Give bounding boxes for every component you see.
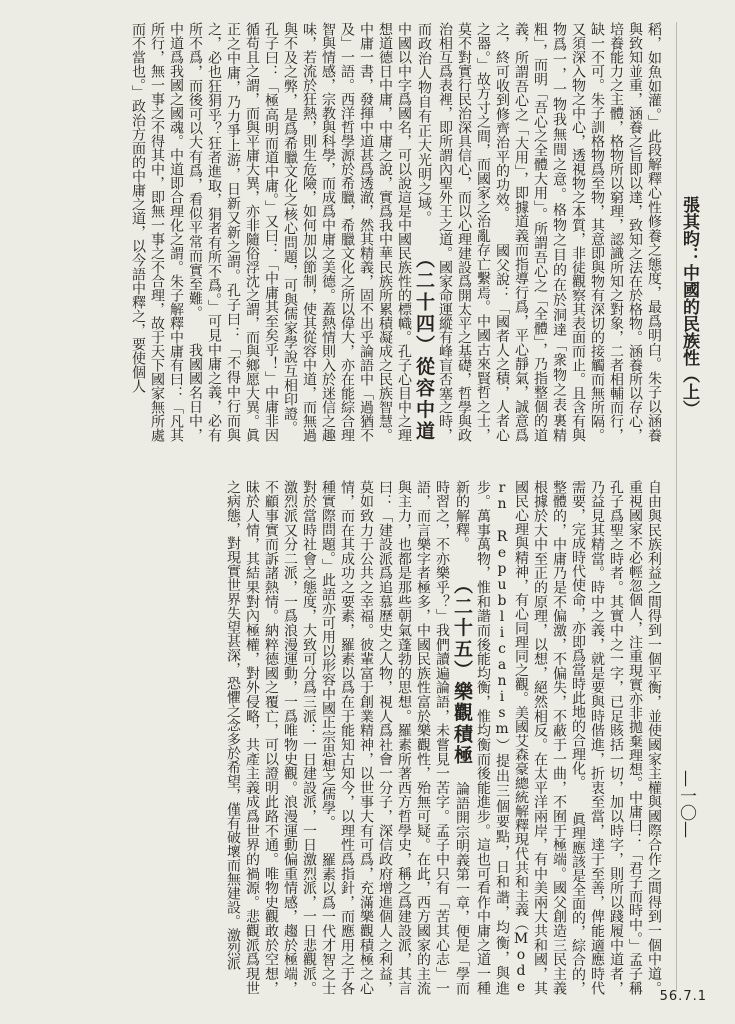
running-header: 張其昀：中國的民族性（上） <box>679 196 699 417</box>
issue-date: 56.7.1 <box>659 989 707 1004</box>
paragraph: 自由與民族利益之間得到一個平衡，並使國家主權與國際合作之間得到一個中道。重視國家不必輕忽個人，注重現實亦非拋棄理想。中庸曰：「君子而時中。」孟子稱孔子爲聖之時者。其實中之一字，已足賅括一切，加以時字，則所以踐履中道者，乃益見其精當。時中之義，就是要與時偕進，折衷至當，達于至善，俾能適應時代需要，完成時代使命，亦即爲當時此地的合理化。 <box>570 480 662 995</box>
upper-text-block <box>22 22 663 442</box>
paragraph: 孔子曰：「極高明而道中庸。」又曰：「中庸其至矣乎！」中庸非因循苟且之謂，而與平庸大異，亦非隨俗浮沈之謂，而與鄉愿大異。眞正之中庸，乃力爭上游，日新又新之謂。孔子曰：「不得中行而與之，必也狂狷乎？狂者進取，狷者有所不爲。」可見中庸之義，必有所不爲，而後可以大有爲，看似平常而實至難。 <box>187 22 279 442</box>
lower-text-block <box>22 480 663 995</box>
section-title-24: （二十四）從容中道 <box>413 249 435 442</box>
paragraph: 我國國名日中，中道爲我國之國魂。中道即合理化之謂。朱子解釋中庸有曰：「凡其所行，無一事之不得其中，即無一事之不合理，故于天下國家無所處而不當也。」政治方面的中庸之道，以今語中釋之，要使個人 <box>130 22 203 442</box>
page-number: —一〇— <box>676 770 696 838</box>
column-rule <box>676 22 677 992</box>
paragraph: 國父說：「國者人之積，人者心之器。」故方寸之間，而國家之治亂存亡繫焉。中國古來賢哲之士，莫不對實行民治深具信心，而以心理建設爲開太平之基礎，哲學與政治相互爲表裡，即所謂內聖外王之道。國家命運縱有峰盲否塞之時，而政治人物自有正大光明之域。 <box>416 22 510 442</box>
paragraph: 稻，如魚如灌。」此段解釋心性修養之態度，最爲明白。朱子以涵養與致知並重，涵養之旨即以達，致知之法在於格物。涵養所以存心，培養能力之主體，格物所以窮理，認識所知之對象，二者相輔而行，缺一不可。朱子訓格物爲至物，其意即與物有深切的接觸而無所隔。又須深入物之中心，透視物之本質，非徒觀察其表面而止。且含有與物爲一，一物我無間之意。格物之目的在於洞達「衆物之表裏精粗」，而明「吾心之全體大用」。所謂吾心之「全體」，乃指整個的道義，所謂吾心之「大用」，即據道義而指導行爲，平心靜氣，誠意爲之，終可收到修齊治平的功效。 <box>494 22 662 442</box>
paragraph: 羅素以爲一代才智之士對於當時社會之態度，大致可分爲三派：一日建設派，一日激烈派，一日悲觀派。激烈派又分二派，一爲浪漫運動，一爲唯物史觀。浪漫運動偏重情感，趨於極端，不顧事實而訴諸熱情。納粹德國之覆亡，可以證明此路不通。唯物史觀敢於空想，昧於人情，其結果對內極權，對外侵略，共產主義成爲世界的禍源。悲觀派爲現世之病態，對現實世界失望甚深，恐懼之念多於希望，僅有破壞而無建設。激烈派 <box>225 480 336 995</box>
section-title-25: （二十五）樂觀積極 <box>451 574 473 766</box>
paragraph: 論語開宗明義第一章，便是「學而時習之，不亦樂乎？」我們讀遍論語，未嘗見一苦字。孟子中只有「苦其心志」一語，而言樂字者極多，中國民族性富於樂觀性，殆無可疑。在此，西方國家的主流與主力，也都是那些朝氣蓬勃的思想。羅素所著西方哲學史，稱之爲建設派，其言曰：「建設派爲追慕歷史之人物，視人爲社會一分子，深信政府增進個人之利益，莫如致力于公共之幸福。彼輩富于創業精神，以世事大有可爲，充滿樂觀積極之心情，而在其成功之要素，羅素以爲在于能知古知今，以理性爲指針，而應用之于各種實際問題。」此語亦可用以形容中國正宗思想之儒學。 <box>320 480 470 995</box>
paragraph: 眞理應該是全面的，綜合的，整體的，中庸乃是不偏激，不偏失，不蔽于一曲，不囿于極端。國父創造三民主義根據於大中至正的原理，以想，絕然相反。在太平洋兩岸，有中美兩大共和國，其國民心理與精神，有心同理同之觀。美國艾森豪總統解釋現代共和主義（Modern Republicanism）提出三個要點，日和諧，均衡，與進步。萬事萬物，惟和諧而後能均衡，惟均衡而後能進步。這也可看作中庸之道一種新的解釋。 <box>454 480 586 995</box>
paragraph: 中國以中字爲國名，可以說這是中國民族性的標幟。孔子心目中之理想道德日中庸，中庸之說，實爲我中華民族所累積凝成之民族智慧。中庸一書，發揮中道甚爲透澈，然其精義，固不出乎論語中「過猶不及」一語。西洋哲學源於希臘，希臘文化之所以偉大，亦在能綜合理智與情感，宗教與科學，而成爲中庸之美德。蓋熱情則入於迷信之趣味，若流於狂熱，則生危險，如何加以節制，使其從容中道，而無過與不及之弊，是爲希臘文化之核心問題，可與儒家學說互相印證。 <box>282 22 412 442</box>
